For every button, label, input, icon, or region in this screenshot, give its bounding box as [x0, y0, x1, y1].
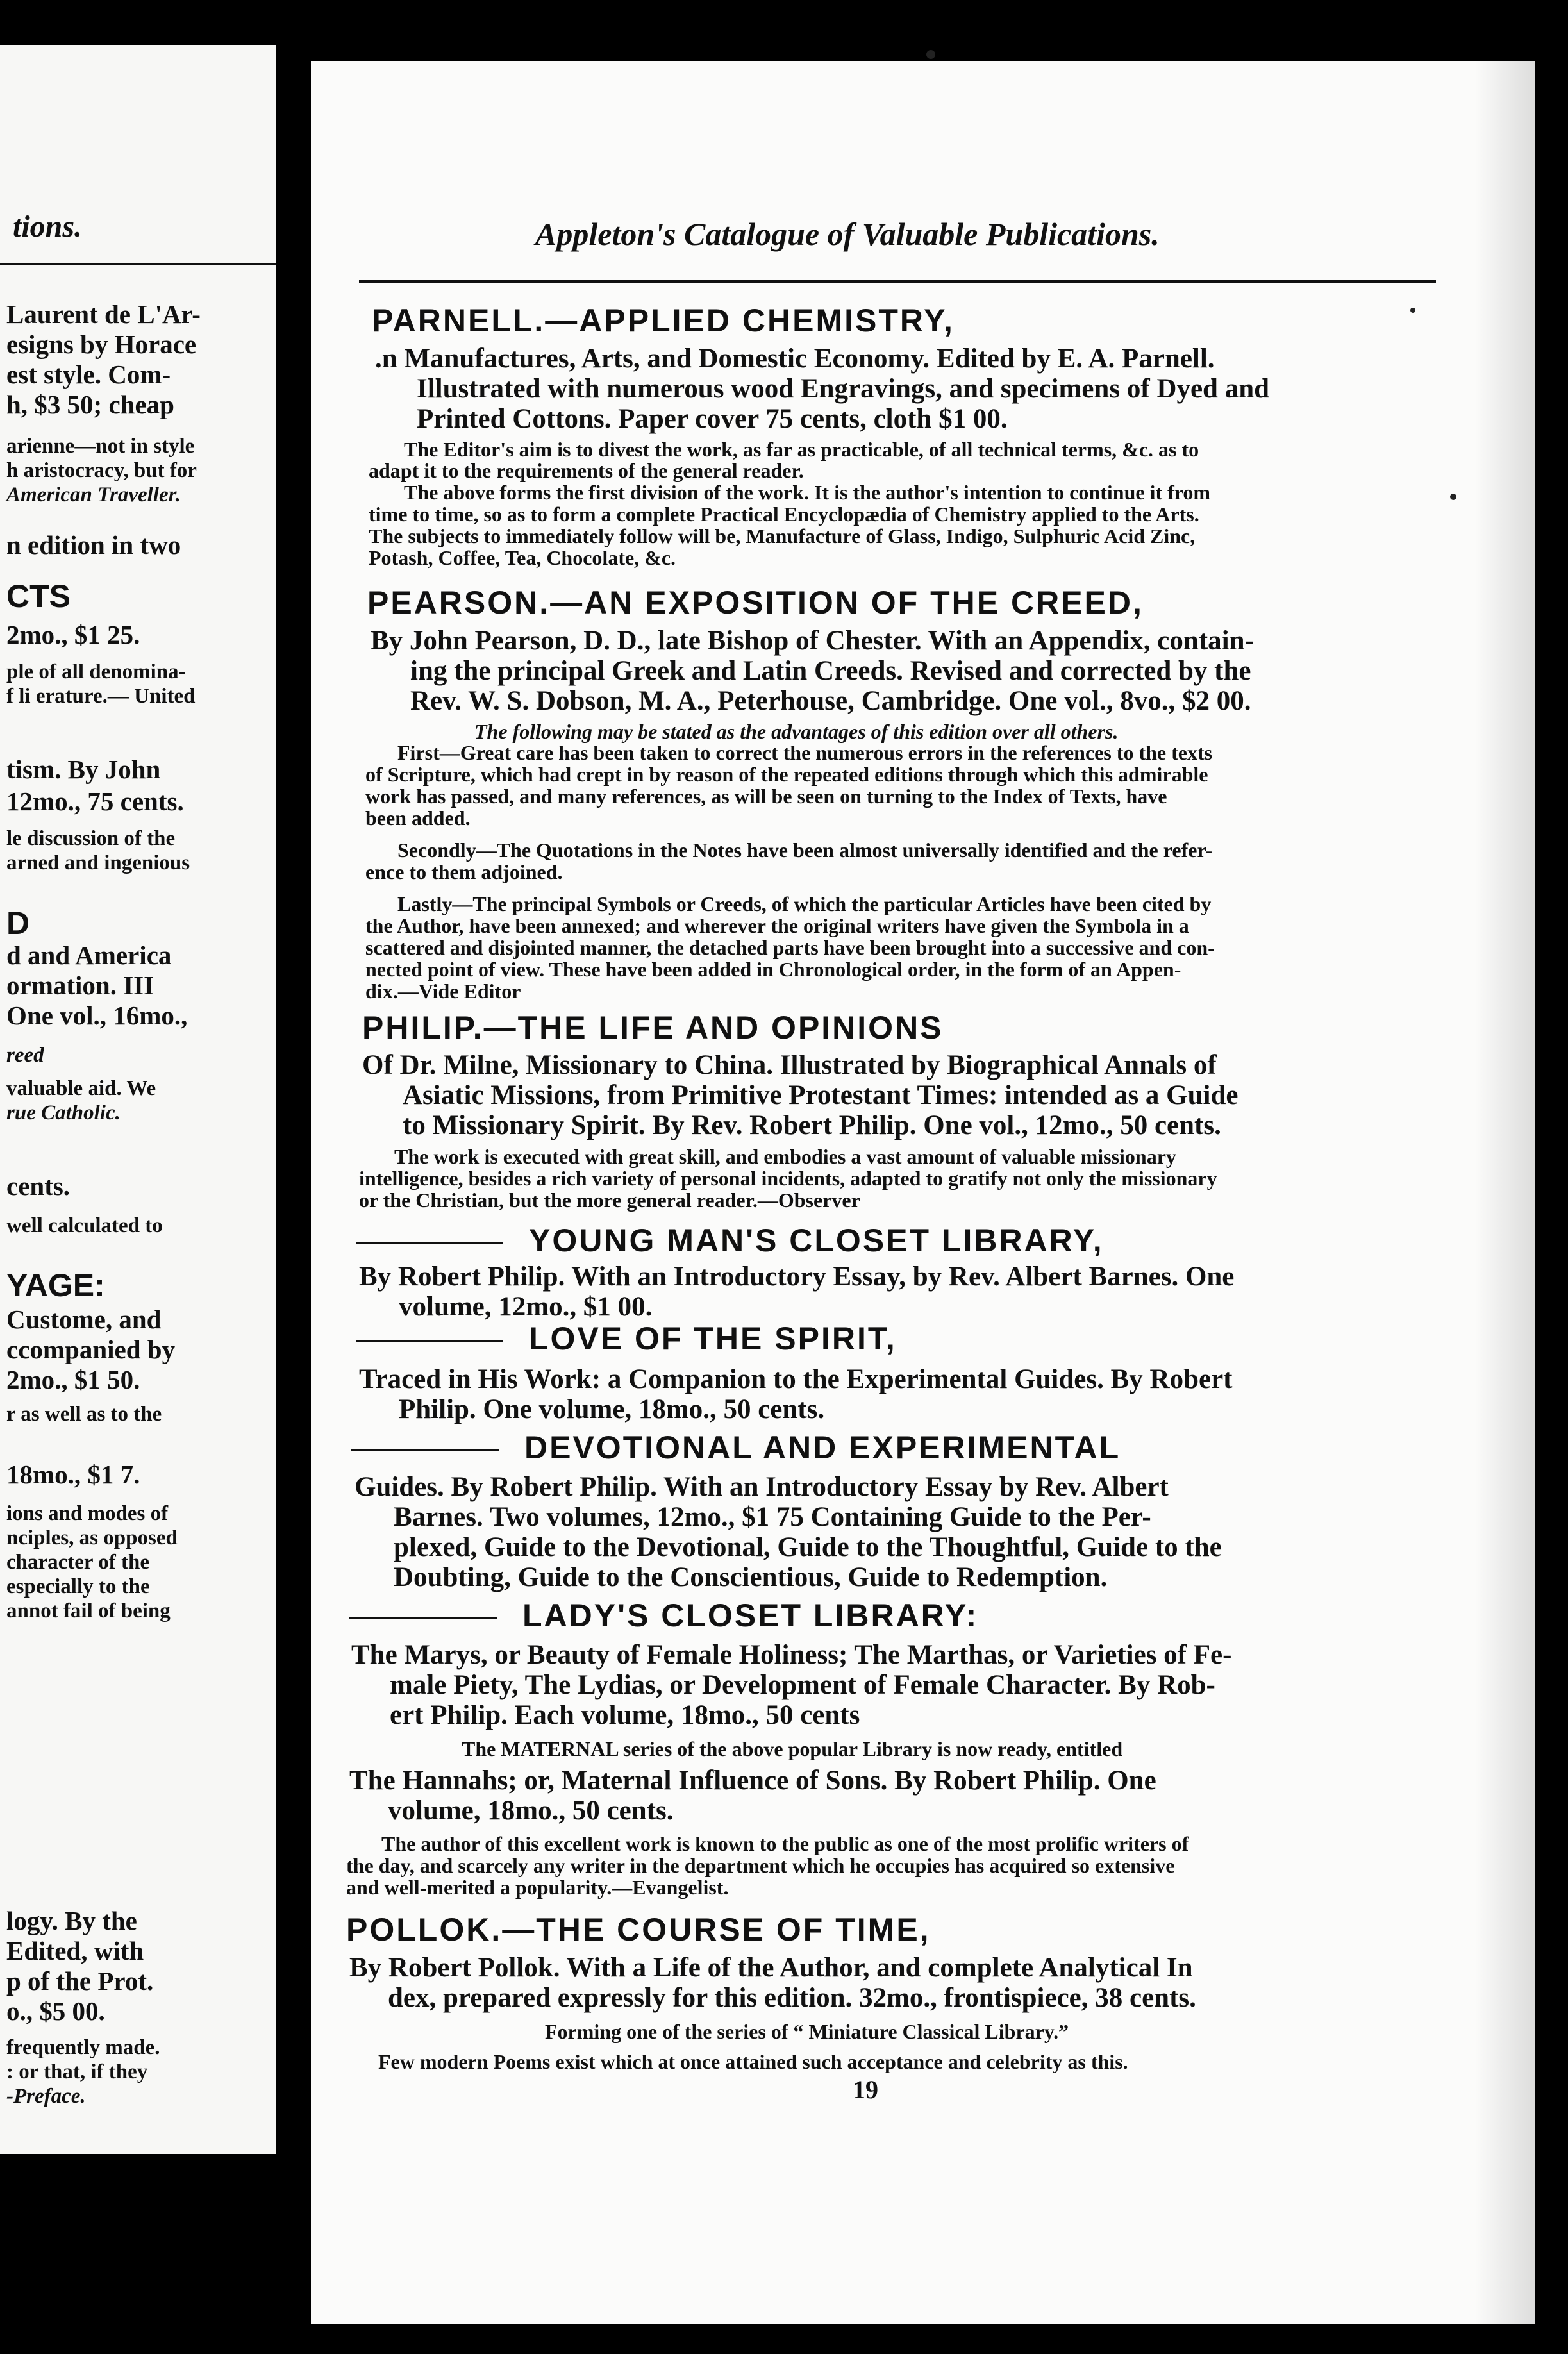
entry-body-line: Guides. By Robert Philip. With an Introductory Essay by Rev. Albert	[354, 1472, 1169, 1502]
left-line: American Traveller.	[6, 483, 181, 506]
heading-text: DEVOTIONAL AND EXPERIMENTAL	[524, 1430, 1121, 1465]
left-line: ccompanied by	[6, 1335, 176, 1364]
left-line: r as well as to the	[6, 1403, 162, 1426]
dash-rule	[351, 1449, 499, 1451]
entry-note-line: adapt it to the requirements of the general reader.	[369, 459, 804, 482]
entry-body-line: ing the principal Greek and Latin Creeds. Revised and corrected by the	[410, 656, 1251, 686]
entry-note-line: and well-merited a popularity.—Evangelist.	[346, 1876, 729, 1899]
entry-note-line: The Editor's aim is to divest the work, as far as practicable, of all technical terms, &c. as to	[404, 438, 1199, 461]
heading-text: LADY'S CLOSET LIBRARY:	[522, 1598, 979, 1633]
left-line: arienne—not in style	[6, 435, 195, 458]
entry-sub-line: Forming one of the series of “ Miniature Classical Library.”	[545, 2020, 1069, 2043]
dash-rule	[356, 1242, 503, 1244]
ink-speck	[926, 50, 935, 59]
left-line: logy. By the	[6, 1906, 137, 1935]
left-line: D	[6, 905, 30, 941]
entry-body-line: Philip. One volume, 18mo., 50 cents.	[399, 1394, 825, 1424]
left-line: tism. By John	[6, 755, 161, 784]
entry-note-line: the day, and scarcely any writer in the department which he occupies has acquired so extensive	[346, 1854, 1175, 1877]
entry-body-line: ert Philip. Each volume, 18mo., 50 cents	[390, 1700, 860, 1730]
entry-body-line: By John Pearson, D. D., late Bishop of Chester. With an Appendix, contain-	[371, 626, 1254, 656]
left-line: 12mo., 75 cents.	[6, 787, 184, 816]
left-line: Laurent de L'Ar-	[6, 299, 201, 329]
left-line: ple of all denomina-	[6, 660, 186, 683]
entry-note-line: Secondly—The Quotations in the Notes have been almost universally identified and the refer-	[397, 839, 1213, 862]
dash-rule	[349, 1617, 497, 1619]
entry-body-line: volume, 12mo., $1 00.	[399, 1292, 653, 1322]
entry-note-line: nected point of view. These have been added in Chronological order, in the form of an Appen-	[365, 958, 1181, 981]
left-page-fragment	[0, 45, 276, 2154]
entry-body-line: The Marys, or Beauty of Female Holiness; The Marthas, or Varieties of Fe-	[351, 1640, 1232, 1670]
left-line: est style. Com-	[6, 360, 171, 389]
left-line: p of the Prot.	[6, 1966, 154, 1996]
left-line: 2mo., $1 50.	[6, 1365, 140, 1394]
entry-body-line: .n Manufactures, Arts, and Domestic Economy. Edited by E. A. Parnell.	[375, 344, 1215, 374]
entry-note-line: The above forms the first division of the work. It is the author's intention to continue it from	[404, 481, 1211, 504]
entry-body-line: male Piety, The Lydias, or Development of Female Character. By Rob-	[390, 1670, 1215, 1700]
left-line: n edition in two	[6, 530, 181, 560]
ink-speck	[1410, 308, 1415, 313]
entry-body-line: plexed, Guide to the Devotional, Guide to the Thoughtful, Guide to the	[394, 1532, 1222, 1562]
entry-heading-young-mans-closet	[356, 1224, 1104, 1256]
left-line: rue Catholic.	[6, 1101, 121, 1124]
left-line: d and America	[6, 940, 172, 970]
left-line: annot fail of being	[6, 1599, 171, 1623]
left-line: frequently made.	[6, 2036, 160, 2059]
left-line: nciples, as opposed	[6, 1526, 178, 1549]
left-line: YAGE:	[6, 1267, 105, 1303]
left-line: 2mo., $1 25.	[6, 620, 140, 649]
entry-sub-line: The MATERNAL series of the above popular Library is now ready, entitled	[462, 1737, 1123, 1760]
entry-body-line: By Robert Pollok. With a Life of the Author, and complete Analytical In	[349, 1953, 1193, 1983]
left-header-rule	[0, 263, 276, 265]
heading-text: LOVE OF THE SPIRIT,	[529, 1321, 897, 1356]
entry-heading-pearson: PEARSON.—AN EXPOSITION OF THE CREED,	[367, 585, 1144, 621]
page-number: 19	[853, 2075, 878, 2104]
entry-body-line: Illustrated with numerous wood Engravings, and specimens of Dyed and	[417, 374, 1270, 404]
dash-rule	[356, 1340, 503, 1342]
left-line: ions and modes of	[6, 1502, 169, 1525]
entry-note-line: Few modern Poems exist which at once attained such acceptance and celebrity as this.	[378, 2050, 1128, 2073]
entry-note-line: The work is executed with great skill, and embodies a vast amount of valuable missionary	[394, 1145, 1176, 1168]
entry-heading-parnell: PARNELL.—APPLIED CHEMISTRY,	[372, 303, 955, 338]
entry-note-line: The author of this excellent work is known to the public as one of the most prolific writers of	[381, 1832, 1189, 1855]
entry-note-line: The subjects to immediately follow will be, Manufacture of Glass, Indigo, Sulphuric Acid Zinc,	[369, 524, 1196, 547]
entry-body-line: Printed Cottons. Paper cover 75 cents, cloth $1 00.	[417, 404, 1008, 434]
entry-note-line: The following may be stated as the advantages of this edition over all others.	[474, 720, 1119, 743]
left-line: especially to the	[6, 1575, 150, 1598]
left-line: Edited, with	[6, 1936, 144, 1966]
entry-heading-love-of-spirit	[356, 1323, 897, 1355]
entry-heading-devotional	[351, 1432, 1121, 1464]
left-line: character of the	[6, 1551, 149, 1574]
left-line: h, $3 50; cheap	[6, 390, 174, 419]
left-line: le discussion of the	[6, 827, 176, 850]
entry-heading-pollok: POLLOK.—THE COURSE OF TIME,	[346, 1912, 931, 1948]
left-line: One vol., 16mo.,	[6, 1001, 188, 1030]
left-line: arned and ingenious	[6, 851, 190, 874]
entry-body-line: dex, prepared expressly for this edition. 32mo., frontispiece, 38 cents.	[388, 1983, 1196, 2013]
left-line: ormation. III	[6, 971, 154, 1000]
entry-heading-ladys-closet	[349, 1599, 978, 1632]
header-rule	[359, 280, 1436, 283]
left-line: Custome, and	[6, 1305, 162, 1334]
left-line: -Preface.	[6, 2085, 86, 2108]
entry-body-line: Rev. W. S. Dobson, M. A., Peterhouse, Cambridge. One vol., 8vo., $2 00.	[410, 686, 1251, 716]
heading-text: YOUNG MAN'S CLOSET LIBRARY,	[529, 1223, 1104, 1258]
entry-body-line: Asiatic Missions, from Primitive Protestant Times: intended as a Guide	[403, 1080, 1239, 1110]
left-line: h aristocracy, but for	[6, 459, 197, 482]
entry-note-line: the Author, have been annexed; and wherever the original writers have given the Symbola in a	[365, 914, 1189, 937]
left-line: CTS	[6, 578, 71, 614]
entry-body-line: Of Dr. Milne, Missionary to China. Illustrated by Biographical Annals of	[362, 1050, 1217, 1080]
entry-note-line: Potash, Coffee, Tea, Chocolate, &c.	[369, 546, 676, 569]
left-line: cents.	[6, 1171, 71, 1201]
entry-note-line: First—Great care has been taken to correct the numerous errors in the references to the texts	[397, 741, 1213, 764]
entry-body-line: Traced in His Work: a Companion to the Experimental Guides. By Robert	[359, 1364, 1233, 1394]
entry-note-line: Lastly—The principal Symbols or Creeds, of which the particular Articles have been cited by	[397, 892, 1212, 915]
entry-note-line: ence to them adjoined.	[365, 860, 563, 883]
left-line: o., $5 00.	[6, 1996, 105, 2026]
entry-note-line: scattered and disjointed manner, the detached parts have been brought into a successive and con-	[365, 936, 1215, 959]
entry-body-line: volume, 18mo., 50 cents.	[388, 1796, 674, 1826]
entry-note-line: intelligence, besides a rich variety of personal incidents, adapted to gratify not only the missionary	[359, 1167, 1217, 1190]
left-line: : or that, if they	[6, 2060, 148, 2083]
left-line: valuable aid. We	[6, 1077, 156, 1100]
page-header: Appleton's Catalogue of Valuable Publications.	[535, 216, 1160, 252]
entry-note-line: or the Christian, but the more general reader.—Observer	[359, 1189, 860, 1212]
entry-note-line: of Scripture, which had crept in by reason of the repeated editions through which this admirable	[365, 763, 1208, 786]
left-line: esigns by Horace	[6, 330, 197, 359]
left-line: f li erature.— United	[6, 685, 196, 708]
entry-body-line: By Robert Philip. With an Introductory Essay, by Rev. Albert Barnes. One	[359, 1262, 1235, 1292]
left-line: 18mo., $1 7.	[6, 1460, 140, 1489]
entry-body-line: to Missionary Spirit. By Rev. Robert Philip. One vol., 12mo., 50 cents.	[403, 1110, 1221, 1140]
entry-note-line: been added.	[365, 806, 471, 830]
ink-speck	[1450, 494, 1456, 500]
entry-body-line: The Hannahs; or, Maternal Influence of Sons. By Robert Philip. One	[349, 1766, 1156, 1796]
entry-note-line: dix.—Vide Editor	[365, 980, 521, 1003]
left-page-header: tions.	[13, 210, 83, 244]
entry-note-line: work has passed, and many references, as will be seen on turning to the Index of Texts, have	[365, 785, 1167, 808]
entry-body-line: Doubting, Guide to the Conscientious, Guide to Redemption.	[394, 1562, 1108, 1592]
left-line: well calculated to	[6, 1214, 163, 1237]
entry-heading-philip: PHILIP.—THE LIFE AND OPINIONS	[362, 1010, 944, 1046]
entry-body-line: Barnes. Two volumes, 12mo., $1 75 Containing Guide to the Per-	[394, 1502, 1151, 1532]
entry-note-line: time to time, so as to form a complete Practical Encyclopædia of Chemistry applied to the Arts.	[369, 503, 1199, 526]
left-line: reed	[6, 1044, 44, 1067]
